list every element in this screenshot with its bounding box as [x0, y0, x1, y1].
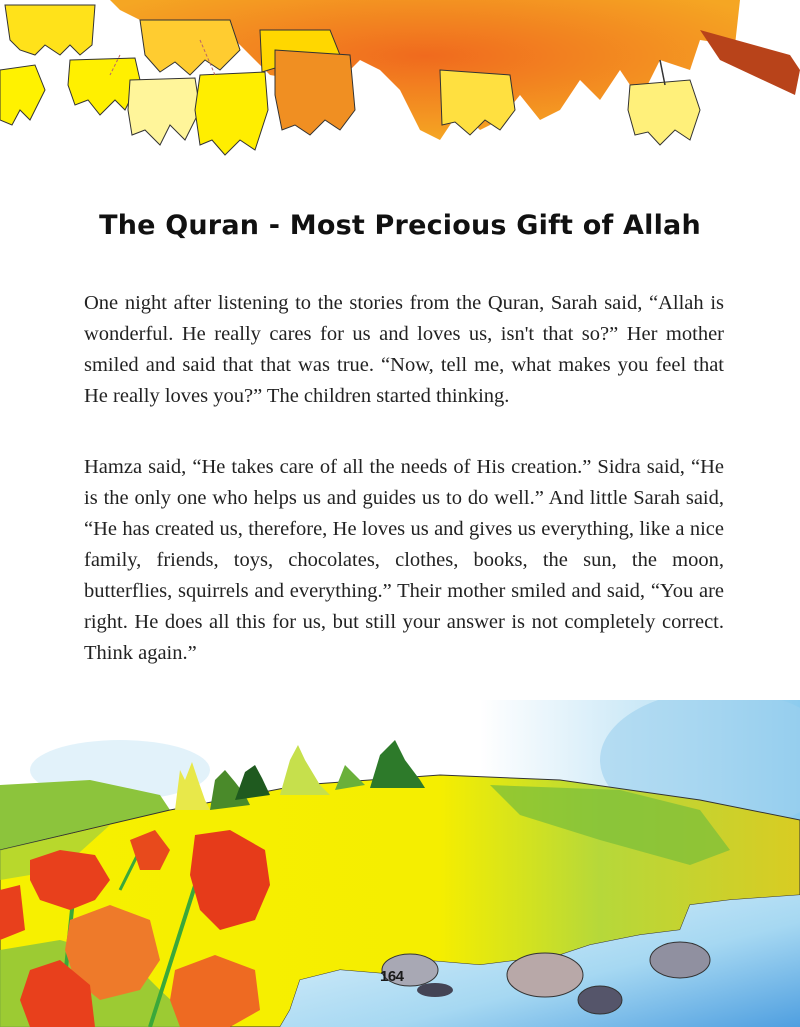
- page-number: 164: [380, 968, 404, 985]
- page-title: The Quran - Most Precious Gift of Allah: [99, 210, 701, 241]
- paragraph-1: One night after listening to the stories from the Quran, Sarah said, “Allah is wonderful. He really cares for us and loves us, isn't that so?” Her mother smiled and said that that was true. “Now, tell me, what makes you feel that He really loves you?” The children started thinking.: [84, 292, 724, 407]
- paragraph-2: Hamza said, “He takes care of all the needs of His creation.” Sidra said, “He is the only one who helps us and guides us to do well.” And little Sarah said, “He has created us, therefore, He loves us and gives us everything, like a nice family, friends, toys, chocolates, clothes, books, the sun, the moon, butterflies, squirrels and everything.” Their mother smiled and said, “You are right. He does all this for us, but still your answer is not completely correct. Think again.”: [84, 456, 724, 664]
- autumn-leaves-illustration: [0, 0, 800, 185]
- leaves-icon: [0, 0, 800, 185]
